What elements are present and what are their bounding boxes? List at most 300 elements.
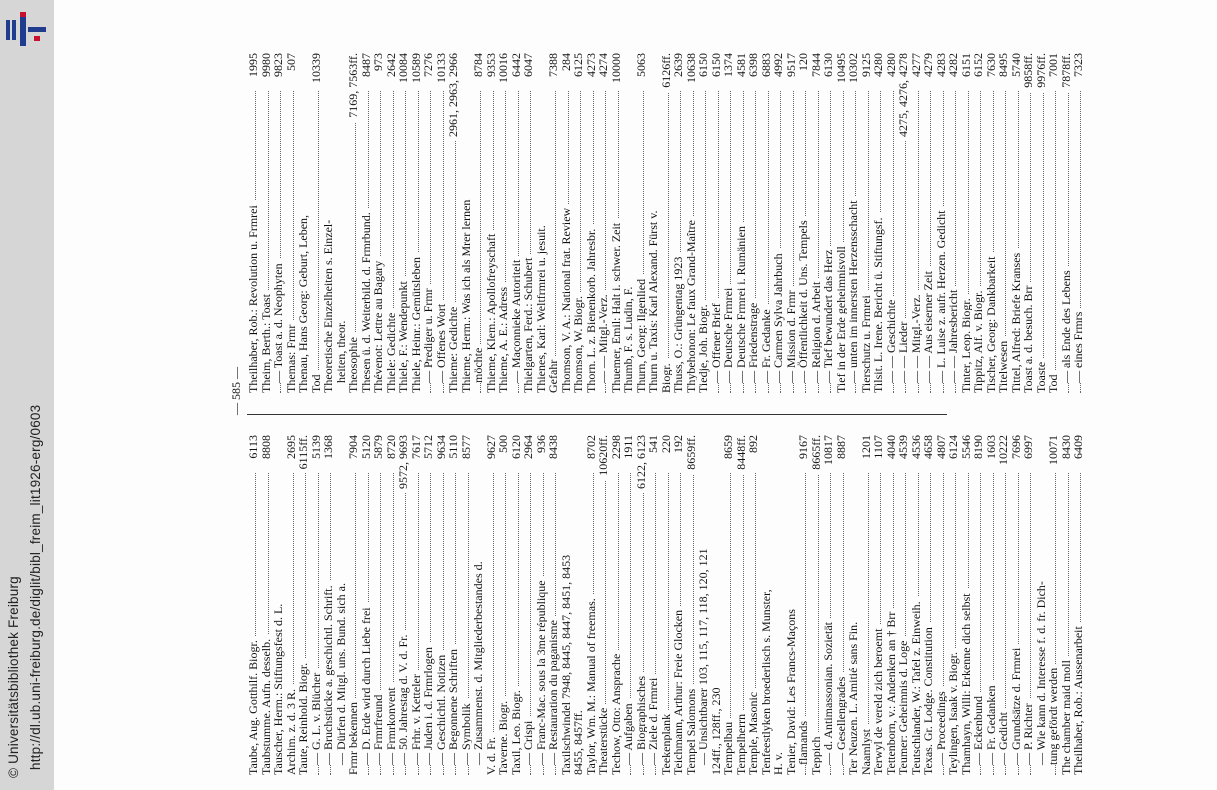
entry-number: 4992 xyxy=(772,53,785,81)
index-entry xyxy=(847,53,860,393)
entry-number: 10817 xyxy=(822,435,835,469)
entry-title: — Deutsche Frmrei xyxy=(722,284,735,383)
entry-title: — Symbolik xyxy=(460,699,473,765)
index-entry xyxy=(472,53,485,393)
entry-number: 7904 xyxy=(347,435,360,463)
entry-title: — — Lieder xyxy=(897,318,910,383)
entry-title: Tischer, Georg: Dankbarkeit xyxy=(985,253,998,394)
entry-number: 541 xyxy=(647,435,660,457)
entry-number: 2298 xyxy=(610,435,623,463)
entry-title: — Geschichtl. Notizen xyxy=(435,651,448,765)
index-entry xyxy=(772,435,785,775)
entry-number: 4274 xyxy=(597,53,610,81)
entry-title: Thorn. L. z. Bienenkorb. Jahresbr. xyxy=(585,225,598,393)
entry-title: — — Mitgl.-Verz. xyxy=(597,290,610,383)
scanned-page xyxy=(54,0,1217,790)
entry-title: Teutschlander, W.: Tafel z. Einweih. xyxy=(910,597,923,775)
index-entry xyxy=(722,53,735,393)
entry-title: — Fr. Gedanken xyxy=(985,681,998,765)
entry-title: — Zusammenst. d. Mitgliederbestandes d. xyxy=(472,557,485,765)
entry-title: — unten im innersten Herzensschacht xyxy=(847,196,860,383)
entry-title: Thieme, Herm.: Was ich als Mrer lernen xyxy=(460,196,473,393)
entry-number: 6120 xyxy=(510,435,523,463)
entry-number: 10071 xyxy=(1047,435,1060,469)
entry-number: 7276 xyxy=(422,53,435,81)
entry-number: 9823 xyxy=(272,53,285,81)
entry-number: 9627 xyxy=(485,435,498,463)
entry-number: 4539 xyxy=(897,435,910,463)
entry-title: Theilhaber, Rob.: Aussenarbeit xyxy=(1072,622,1085,775)
entry-number: 6398 xyxy=(747,53,760,81)
entry-title: Thomson, V. A.: National frat. Review xyxy=(560,204,573,393)
entry-number: 9976ff. xyxy=(1035,53,1048,92)
entry-number: 6150 xyxy=(710,53,723,81)
index-entry xyxy=(747,435,760,775)
entry-number: 892 xyxy=(747,435,760,457)
entry-title: Thienes, Karl: Weltfrmrei u. jesuit. xyxy=(535,221,548,393)
index-entry xyxy=(597,435,610,775)
entry-number: 1201 xyxy=(860,435,873,463)
entry-title: Thesen ü. d. Weiterbild. d. Frmrbund. xyxy=(360,208,373,393)
entry-number: 5063 xyxy=(635,53,648,81)
entry-number: 8430 xyxy=(1060,435,1073,463)
entry-title: Thiele: Gedichte xyxy=(385,309,398,393)
entry-number: 1374 xyxy=(722,53,735,81)
entry-title: möchte xyxy=(472,344,485,383)
index-entry xyxy=(322,435,335,775)
entry-title: Thévenot: Lettre au Bagary xyxy=(372,257,385,393)
entry-number: 973 xyxy=(372,53,385,75)
index-entry xyxy=(622,53,635,393)
entry-title: Themas: Frmr xyxy=(285,321,298,393)
entry-number: 4277 xyxy=(910,53,923,81)
entry-title: Theilhaber, Rob.: Revolution u. Frmrei xyxy=(247,201,260,393)
leader-dots xyxy=(1043,91,1044,393)
entry-title: Teekenplank xyxy=(660,710,673,775)
entry-title: Thiele, Heinr.: Gemütsleben xyxy=(410,253,423,393)
entry-number: 4536 xyxy=(910,435,923,463)
entry-title: — Aufgaben xyxy=(622,699,635,765)
index-entry xyxy=(697,53,710,393)
entry-number: 5712 xyxy=(422,435,435,463)
entry-title: Tenier, David: Les Francs-Maçons xyxy=(785,605,798,775)
entry-title: Taxil, Leo. Biogr. xyxy=(510,686,523,775)
index-entry xyxy=(322,53,335,393)
entry-title: Taverne. Biogr. xyxy=(497,697,510,775)
entry-title: Thurn, Georg: Ilgenlied xyxy=(635,275,648,393)
entry-number: 7844 xyxy=(810,53,823,81)
entry-title: — Gesellengrades xyxy=(835,673,848,765)
entry-number: 6442 xyxy=(510,53,523,81)
entry-title: — Mission d. Frmr xyxy=(785,286,798,383)
entry-number: 8448ff. xyxy=(735,435,748,474)
entry-title: Texas. Gr. Lodge. Constitution xyxy=(922,623,935,775)
index-entry xyxy=(972,435,985,775)
entry-title: — Franc-Mac. sous la 3me république xyxy=(535,576,548,765)
entry-number: 1995 xyxy=(247,53,260,81)
entry-number: 4807 xyxy=(935,435,948,463)
entry-number: 4275, 4276, 4278 xyxy=(897,53,910,141)
index-entry xyxy=(572,435,585,775)
index-entry xyxy=(772,53,785,393)
entry-title: Thamhayn, Willi: Erkenne dich selbst xyxy=(960,589,973,775)
index-entry xyxy=(872,53,885,393)
entry-number: 8720 xyxy=(385,435,398,463)
entry-title: Thenau, Hans Georg: Geburt, Leben, xyxy=(297,211,310,393)
entry-title: Toast a. d. besuch. Brr xyxy=(1022,282,1035,393)
entry-title: Tilsit. L. Irene. Bericht ü. Stiftungsf. xyxy=(872,213,885,393)
entry-title: Archim. z. d. 3 R. xyxy=(285,685,298,775)
entry-number: 5879 xyxy=(372,435,385,463)
entry-title: 8455, 8457ff. xyxy=(572,706,585,775)
entry-title: — Tief bewundert das Herz xyxy=(822,246,835,383)
entry-number: 10302 xyxy=(847,53,860,87)
index-entry xyxy=(672,53,685,393)
entry-number: 8577 xyxy=(460,435,473,463)
index-entry xyxy=(697,435,710,775)
entry-title: — Toast a. d. Neophyten xyxy=(272,259,285,383)
index-entry xyxy=(1072,435,1085,775)
index-entry xyxy=(1072,53,1085,393)
entry-title: Tauscher, Herm.: Stiftungsfest d. L. xyxy=(272,600,285,775)
entry-number: 10638 xyxy=(685,53,698,87)
entry-number: 6152 xyxy=(972,53,985,81)
entry-number: 6124 xyxy=(947,435,960,463)
entry-number: 1603 xyxy=(985,435,998,463)
index-entry xyxy=(1022,435,1035,775)
entry-title: — Wie kann d. Interesse f. d. fr. Dich- xyxy=(1035,577,1048,765)
copyright-notice: © Universitätsbibliothek Freiburg xyxy=(6,576,21,778)
entry-title: — — Jahresbericht xyxy=(947,286,960,383)
index-entry xyxy=(647,435,660,775)
index-entry xyxy=(897,53,910,393)
entry-title: Tod xyxy=(1047,371,1060,394)
entry-title: — Ziele d. Frmrei xyxy=(647,674,660,765)
index-entry xyxy=(422,53,435,393)
entry-number: 7878ff. xyxy=(1060,53,1073,92)
entry-title: — — Aus eiserner Zeit xyxy=(922,267,935,383)
entry-number: 4581 xyxy=(735,53,748,81)
entry-number: 7169, 7563ff. xyxy=(347,53,360,122)
index-entry xyxy=(535,53,548,393)
index-entry xyxy=(497,53,510,393)
entry-number: 192 xyxy=(672,435,685,457)
entry-number: 7388 xyxy=(547,53,560,81)
entry-title: — Prediger u. Frmr xyxy=(422,284,435,383)
entry-title: Tittel, Alfred: Briefe Kranses xyxy=(1010,249,1023,393)
entry-number: 4282 xyxy=(947,53,960,81)
entry-title: Taube, Aug. Gotthilf. Biogr. xyxy=(247,636,260,775)
entry-number: 9517 xyxy=(785,53,798,81)
entry-number: 10620ff. xyxy=(597,435,610,480)
index-entry xyxy=(547,435,560,775)
entry-title: — Öffentlichkeit d. Uns. Tempels xyxy=(797,216,810,383)
entry-number: 4040 xyxy=(885,435,898,463)
entry-title: Thuss, O.: Grüngentag 1923 xyxy=(672,253,685,393)
entry-number: 6122, 6123 xyxy=(635,435,648,493)
entry-title: Terwyl de vereld zich beroemt xyxy=(872,625,885,775)
index-entry xyxy=(522,53,535,393)
entry-number: 5120 xyxy=(360,435,373,463)
entry-title: Thielgarten, Ferd.: Schubert xyxy=(522,254,535,393)
entry-number: 6883 xyxy=(760,53,773,81)
index-entry xyxy=(522,435,535,775)
entry-number: 4658 xyxy=(922,435,935,463)
entry-title: V. d. Fr. xyxy=(485,733,498,775)
leader-dots xyxy=(668,91,669,393)
entry-title: Taute, Reinhold. Biogr. xyxy=(297,659,310,775)
entry-number: 8495 xyxy=(997,53,1010,81)
entry-title: — Eckenbund xyxy=(972,692,985,765)
index-entry xyxy=(822,53,835,393)
entry-title: Gefahr xyxy=(547,356,560,393)
entry-number: 4279 xyxy=(922,53,935,81)
index-entry xyxy=(422,435,435,775)
entry-title: Teumer: Geheimnis d. Loge xyxy=(897,637,910,775)
page-number: — 585 — xyxy=(229,367,243,415)
entry-number: 9634 xyxy=(435,435,448,463)
index-entry xyxy=(497,435,510,775)
leader-dots xyxy=(318,91,319,393)
entry-number: 8487 xyxy=(360,53,373,81)
entry-number: 6409 xyxy=(1072,435,1085,463)
entry-number: 2639 xyxy=(672,53,685,81)
index-entry xyxy=(897,435,910,775)
leader-dots xyxy=(493,473,494,775)
entry-number: 9353 xyxy=(485,53,498,81)
entry-title: — Carmen Sylva Jahrbuch xyxy=(772,249,785,383)
entry-title: — Religion d. Arbeit xyxy=(810,278,823,383)
entry-title: Thybehonon: Le faux Grand-Maître xyxy=(685,216,698,393)
index-entry xyxy=(447,53,460,393)
entry-title: — Deutsche Frmrei i. Rumänien xyxy=(735,222,748,383)
entry-title: — Restauration du paganisme xyxy=(547,616,560,765)
source-url[interactable]: http://dl.ub.uni-freiburg.de/diglit/bibl_freim_lit1926-erg/0603 xyxy=(28,404,43,770)
entry-title: Thieme: Gedichte xyxy=(447,303,460,393)
entry-title: — Offener Brief xyxy=(710,299,723,383)
entry-title: Tinter, Leop. Biogr. xyxy=(960,294,973,393)
entry-number: 284 xyxy=(560,53,573,75)
entry-number: 5740 xyxy=(1010,53,1023,81)
entry-title: The chamber maid moll xyxy=(1060,656,1073,775)
entry-number: 7630 xyxy=(985,53,998,81)
index-entry xyxy=(347,53,360,393)
entry-number: 936 xyxy=(535,435,548,457)
entry-title: Tief in der Erde geheimnisvoll xyxy=(835,242,848,393)
index-entry xyxy=(997,435,1010,775)
entry-title: Teylingen, Isaak v. Biogr. xyxy=(947,648,960,775)
leader-dots xyxy=(1055,91,1056,393)
index-entry xyxy=(1022,53,1035,393)
index-entry xyxy=(1047,53,1060,393)
entry-number: 1107 xyxy=(872,435,885,463)
entry-number: 8702 xyxy=(585,435,598,463)
entry-title: Titelwesen xyxy=(997,337,1010,393)
index-entry xyxy=(247,53,260,393)
entry-title: Tippitz, Alf. v. Biogr. xyxy=(972,287,985,393)
entry-title: Tempelbau xyxy=(722,718,735,775)
entry-title: — — Mitgl.-Verz. xyxy=(910,290,923,383)
entry-title: Naamlyst xyxy=(860,725,873,775)
index-entry xyxy=(272,435,285,775)
entry-number: 10222 xyxy=(997,435,1010,469)
entry-title: Thumb, F. s. Ludin, F. xyxy=(622,283,635,393)
entry-number: 5110 xyxy=(447,435,460,463)
entry-title: tung gefördt werden xyxy=(1047,664,1060,765)
entry-title: Theaterstücke xyxy=(597,704,610,775)
entry-title: — D. Erde wird durch Liebe frei xyxy=(360,603,373,765)
entry-title: — Gedicht xyxy=(997,708,1010,765)
entry-title: Taxilschwindel 7948, 8445, 8447, 8451, 8453 xyxy=(560,551,573,775)
entry-number: 1368 xyxy=(322,435,335,463)
entry-number: 500 xyxy=(497,435,510,457)
entry-title: Biogr. xyxy=(660,359,673,393)
entry-number: 6047 xyxy=(522,53,535,81)
index-entry xyxy=(647,53,660,393)
entry-title: Thomson, W. Biogr. xyxy=(572,292,585,393)
column-divider xyxy=(247,414,947,415)
university-logo-icon xyxy=(4,10,48,50)
index-entry xyxy=(622,435,635,775)
entry-title: Toaste xyxy=(1035,358,1048,393)
entry-title: Tempelherrn xyxy=(735,710,748,775)
entry-number: 8659 xyxy=(722,435,735,463)
entry-number: 4280 xyxy=(872,53,885,81)
entry-title: — Dürfen d. Mitgl. uns. Bund. sich a. xyxy=(335,579,348,765)
entry-title: heiten, theor. xyxy=(335,317,348,383)
entry-title: Tettenborn, v.: Andenken an † Brr xyxy=(885,608,898,775)
entry-title: Theosophie xyxy=(347,333,360,393)
entry-number: 9125 xyxy=(860,53,873,81)
entry-title: 124ff., 128ff., 230 xyxy=(710,683,723,775)
index-entry xyxy=(797,53,810,393)
entry-title: Teppich xyxy=(810,733,823,775)
index-entry xyxy=(397,53,410,393)
entry-number: 10084 xyxy=(397,53,410,87)
index-entry xyxy=(572,53,585,393)
entry-number: 1911 xyxy=(622,435,635,463)
index-entry xyxy=(822,435,835,775)
entry-number: 2961, 2963, 2966 xyxy=(447,53,460,141)
index-entry xyxy=(747,53,760,393)
entry-number: 6150 xyxy=(697,53,710,81)
entry-number: 7617 xyxy=(410,435,423,463)
entry-title: Thiele, F.: Wendepunkt xyxy=(397,277,410,393)
entry-number: 9167 xyxy=(797,435,810,463)
entry-title: Techow, Otto: Ansprache xyxy=(610,650,623,775)
entry-title: — Juden i. d. Frmrlogen xyxy=(422,643,435,765)
index-entry xyxy=(972,53,985,393)
index-entry xyxy=(872,435,885,775)
entry-title: — als Ende des Lebens xyxy=(1060,266,1073,383)
entry-title: — eines Frmrs xyxy=(1072,308,1085,383)
entry-title: — Grundsätze d. Frmrei xyxy=(1010,644,1023,765)
index-entry xyxy=(597,53,610,393)
entry-number: 6115ff. xyxy=(297,435,310,473)
index-entry xyxy=(947,435,960,775)
entry-title: Ter Neuzen. L. Amitié sans Fin. xyxy=(847,618,860,775)
entry-title: Tierschutz u. Frmrei xyxy=(860,291,873,393)
entry-title: Theoretische Einzelheiten s. Einzel- xyxy=(322,216,335,393)
entry-number: 9980 xyxy=(260,53,273,81)
entry-title: Teichmann, Arthur: Freie Glocken xyxy=(672,606,685,775)
entry-number: 220 xyxy=(660,435,673,457)
entry-title: — Offenes Wort xyxy=(435,300,448,383)
index-entry xyxy=(547,53,560,393)
entry-number: 8659ff. xyxy=(685,435,698,474)
entry-number: 4283 xyxy=(935,53,948,81)
index-entry xyxy=(1035,53,1048,393)
entry-number: 5139 xyxy=(310,435,323,463)
entry-title: — Biographisches xyxy=(635,672,648,765)
entry-number: 507 xyxy=(285,53,298,75)
entry-title: Thieme, A. E.: Adress xyxy=(497,283,510,393)
page-content xyxy=(229,25,1129,775)
index-entry xyxy=(460,53,473,393)
entry-title: — d. Antimassonian. Sozietät xyxy=(822,618,835,765)
entry-number: 8887 xyxy=(835,435,848,463)
entry-number: 8438 xyxy=(547,435,560,463)
entry-number: 7323 xyxy=(1072,53,1085,81)
index-entry xyxy=(722,435,735,775)
entry-number: 10000 xyxy=(610,53,623,87)
entry-number: 9858ff. xyxy=(1022,53,1035,92)
index-entry xyxy=(397,435,410,775)
entry-number: 6151 xyxy=(960,53,973,81)
index-entry xyxy=(922,53,935,393)
leader-dots xyxy=(555,91,556,393)
index-entry xyxy=(272,53,285,393)
index-entry xyxy=(847,435,860,775)
entry-number: 8808 xyxy=(260,435,273,463)
index-entry xyxy=(347,435,360,775)
viewer-sidebar xyxy=(0,0,54,790)
index-entry xyxy=(947,53,960,393)
entry-number: 4280 xyxy=(885,53,898,81)
entry-title: — Fr. Gedanke xyxy=(760,305,773,383)
entry-number: 5546 xyxy=(960,435,973,463)
entry-number: 120 xyxy=(797,53,810,75)
entry-number: 6130 xyxy=(822,53,835,81)
entry-number: 10133 xyxy=(435,53,448,87)
entry-title: — — Geschichte xyxy=(885,296,898,383)
entry-number: 7696 xyxy=(1010,435,1023,463)
entry-number: 8665ff. xyxy=(810,435,823,474)
index-entry xyxy=(922,435,935,775)
entry-title: Tiedje, Joh. Biogr. xyxy=(697,300,710,393)
entry-title: — P. Richter xyxy=(1022,699,1035,765)
entry-number: 8190 xyxy=(972,435,985,463)
entry-title: — Friedenstrage xyxy=(747,299,760,383)
index-entry xyxy=(760,435,773,775)
entry-title: — Unsichtbarer 103, 115, 117, 118, 120, 121 xyxy=(697,544,710,765)
entry-title: Tempel Salomons xyxy=(685,685,698,775)
entry-title: Thuemer, Emil: Halt i. schwer. Zeit xyxy=(610,219,623,393)
entry-title: Taylor, Wm. M.: Manual of freemas. xyxy=(585,594,598,775)
entry-number: 6997 xyxy=(1022,435,1035,463)
index-entry xyxy=(447,435,460,775)
index-entry xyxy=(372,435,385,775)
entry-title: — Frmrfreund xyxy=(372,691,385,765)
entry-number: 2964 xyxy=(522,435,535,463)
index-entry xyxy=(672,435,685,775)
entry-title: Taubstumme. Aufn. desselb. xyxy=(260,635,273,775)
left-column xyxy=(247,435,1085,775)
entry-title: Temple, Masonic xyxy=(747,688,760,775)
entry-title: — Bruchstücke a. geschichtl. Schrift. xyxy=(322,581,335,765)
entry-title: — Frmrkonvent xyxy=(385,683,398,765)
entry-number: 7001 xyxy=(1047,53,1060,81)
